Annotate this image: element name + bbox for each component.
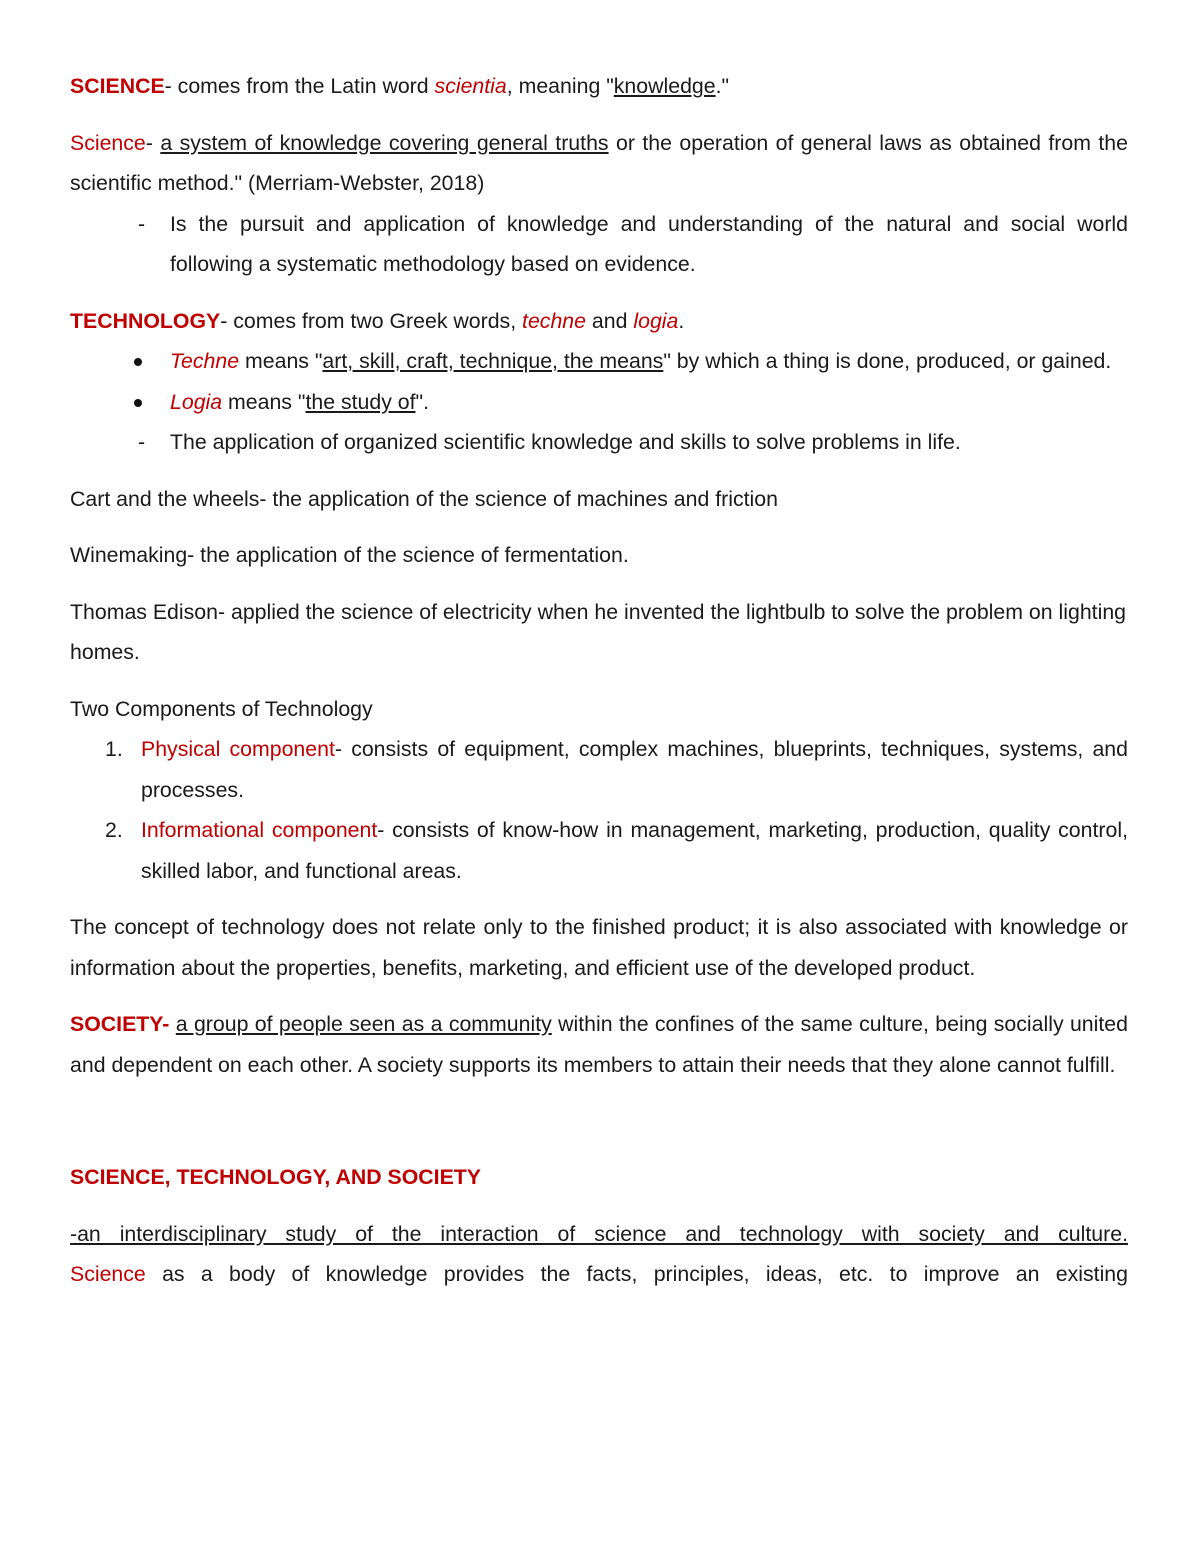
society-term: SOCIETY- (70, 1012, 170, 1036)
knowledge-word: knowledge (613, 74, 716, 98)
bullet-icon (134, 399, 142, 407)
list-item: 1. Physical component- consists of equipment, complex machines, blueprints, techniques, systems, and processes. (105, 737, 1128, 802)
logia-word: logia (633, 308, 679, 333)
components-title: Two Components of Technology (70, 696, 373, 721)
sts-heading: SCIENCE, TECHNOLOGY, AND SOCIETY (70, 1165, 481, 1189)
sts-science-paragraph: Science as a body of knowledge provides the facts, principles, ideas, etc. to improve an existing (70, 1262, 1128, 1286)
list-item: - The application of organized scientific knowledge and skills to solve problems in life. (70, 422, 1128, 463)
science-origin-paragraph: SCIENCE- comes from the Latin word scientia, meaning "knowledge." (70, 74, 730, 98)
technology-term: TECHNOLOGY (70, 308, 221, 333)
science-description-list (70, 204, 1128, 285)
latin-word: scientia (434, 74, 507, 98)
list-item: - Is the pursuit and application of knowledge and understanding of the natural and social world following a systematic methodology based on evidence. (70, 204, 1128, 285)
list-item: 2. Informational component- consists of know-how in management, marketing, production, quality control, skilled labor, and functional areas. (105, 818, 1128, 883)
science-label: Science (70, 130, 146, 155)
example-cart: Cart and the wheels- the application of the science of machines and friction (70, 486, 778, 511)
sts-definition: -an interdisciplinary study of the interaction of science and technology with society and culture. (70, 1221, 1128, 1246)
dash-marker: - (138, 211, 146, 236)
society-definition: a group of people seen as a community (175, 1012, 552, 1036)
document-page (70, 70, 1128, 1295)
technology-origin-paragraph: TECHNOLOGY- comes from two Greek words, techne and logia. (70, 308, 685, 333)
dash-marker: - (138, 430, 146, 454)
science-term: SCIENCE (70, 74, 165, 98)
science-definition-paragraph: Science- a system of knowledge covering general truths or the operation of general laws as obtained from the scientific method." (Merriam-Webster, 2018) (70, 130, 1128, 195)
science-definition: a system of knowledge covering general truths (160, 130, 609, 155)
example-edison: Thomas Edison- applied the science of electricity when he invented the lightbulb to solve the problem on lighting homes. (70, 599, 1127, 664)
list-item: Techne means "art, skill, craft, technique, the means" by which a thing is done, produced, or gained. (70, 341, 1128, 382)
techne-word: techne (522, 308, 586, 333)
bullet-icon (134, 358, 142, 366)
components-list (70, 729, 1128, 891)
example-winemaking: Winemaking- the application of the science of fermentation. (70, 543, 629, 567)
society-paragraph: SOCIETY- a group of people seen as a community within the confines of the same culture, being socially united and dependent on each other. A society supports its members to attain their needs that they alone cannot fulfill. (70, 1012, 1128, 1077)
concept-paragraph: The concept of technology does not relate only to the finished product; it is also associated with knowledge or information about the properties, benefits, marketing, and efficient use of the developed product. (70, 915, 1128, 980)
list-item: Logia means "the study of". (70, 382, 1128, 423)
technology-terms-list (70, 341, 1128, 463)
